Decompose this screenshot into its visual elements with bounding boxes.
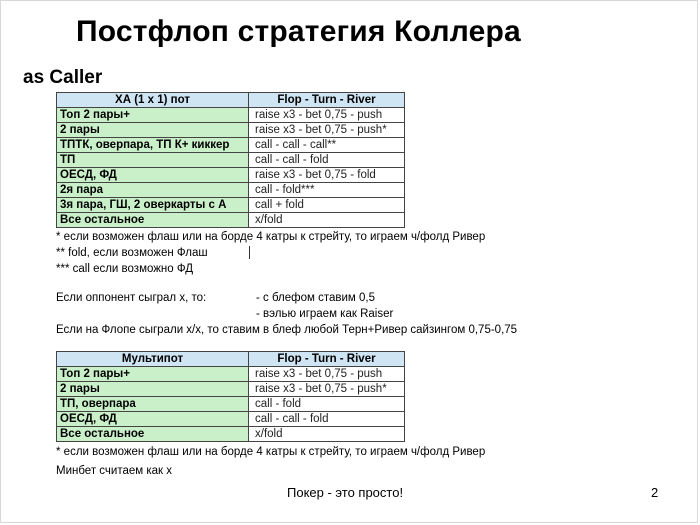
- hand-cell: Топ 2 пары+: [57, 108, 249, 123]
- table-row: [57, 198, 405, 213]
- column-header-action: Flop - Turn - River: [249, 93, 405, 108]
- opponent-option-bluff: - с блефом ставим 0,5: [256, 292, 376, 304]
- hand-cell: ТПТК, оверпара, ТП К+ киккер: [57, 138, 249, 153]
- table-row: [57, 382, 405, 397]
- action-cell: raise x3 - bet 0,75 - fold: [249, 168, 405, 183]
- footer-text: Покер - это просто!: [287, 485, 404, 500]
- hand-cell: 2я пара: [57, 183, 249, 198]
- action-cell: raise x3 - bet 0,75 - push*: [249, 382, 405, 397]
- table-row: [57, 367, 405, 382]
- opponent-check-label: Если оппонент сыграл х, то:: [56, 292, 207, 304]
- hand-cell: 3я пара, ГШ, 2 оверкарты с А: [57, 198, 249, 213]
- column-header-hand: Мультипот: [57, 352, 249, 367]
- table-header-row: [57, 93, 405, 108]
- hand-cell: ТП, оверпара: [57, 397, 249, 412]
- table-row: [57, 213, 405, 228]
- opponent-option-value: - вэлью играем как Raiser: [256, 308, 394, 320]
- action-cell: call - call - fold: [249, 412, 405, 427]
- action-cell: raise x3 - bet 0,75 - push*: [249, 123, 405, 138]
- hand-cell: ОЕСД, ФД: [57, 168, 249, 183]
- table-row: [57, 153, 405, 168]
- table-row: [57, 397, 405, 412]
- action-cell: x/fold: [249, 427, 405, 442]
- action-cell: raise x3 - bet 0,75 - push: [249, 108, 405, 123]
- action-cell: raise x3 - bet 0,75 - push: [249, 367, 405, 382]
- hand-cell: Все остальное: [57, 213, 249, 228]
- action-cell: call - fold: [249, 397, 405, 412]
- heads-up-strategy-table: [56, 92, 405, 228]
- column-header-hand: ХА (1 x 1) пот: [57, 93, 249, 108]
- footnote-fold-flush: ** fold, если возможен Флаш: [56, 247, 208, 259]
- table-row: [57, 427, 405, 442]
- footnote-call-fd: *** call если возможно ФД: [56, 263, 194, 275]
- multipot-strategy-table: [56, 351, 405, 442]
- table-row: [57, 138, 405, 153]
- hand-cell: ТП: [57, 153, 249, 168]
- flop-check-note: Если на Флопе сыграли х/х, то ставим в блеф любой Терн+Ривер сайзингом 0,75-0,75: [56, 324, 518, 336]
- table-row: [57, 183, 405, 198]
- table-header-row: [57, 352, 405, 367]
- table-row: [57, 412, 405, 427]
- page-number: 2: [651, 485, 659, 500]
- table-row: [57, 123, 405, 138]
- footnote-flush-multipot: * если возможен флаш или на борде 4 катры к стрейту, то играем ч/фолд Ривер: [56, 446, 486, 458]
- hand-cell: 2 пары: [57, 123, 249, 138]
- hand-cell: 2 пары: [57, 382, 249, 397]
- action-cell: x/fold: [249, 213, 405, 228]
- text-cursor: [249, 246, 250, 259]
- hand-cell: Топ 2 пары+: [57, 367, 249, 382]
- hand-cell: ОЕСД, ФД: [57, 412, 249, 427]
- table-row: [57, 108, 405, 123]
- action-cell: call + fold: [249, 198, 405, 213]
- action-cell: call - fold***: [249, 183, 405, 198]
- column-header-action: Flop - Turn - River: [249, 352, 405, 367]
- slide-title: Постфлоп стратегия Коллера: [76, 15, 521, 48]
- minbet-note: Минбет считаем как х: [56, 465, 173, 477]
- footnote-flush: * если возможен флаш или на борде 4 катры к стрейту, то играем ч/фолд Ривер: [56, 231, 486, 243]
- action-cell: call - call - call**: [249, 138, 405, 153]
- hand-cell: Все остальное: [57, 427, 249, 442]
- action-cell: call - call - fold: [249, 153, 405, 168]
- table-row: [57, 168, 405, 183]
- section-subtitle: as Caller: [23, 67, 103, 88]
